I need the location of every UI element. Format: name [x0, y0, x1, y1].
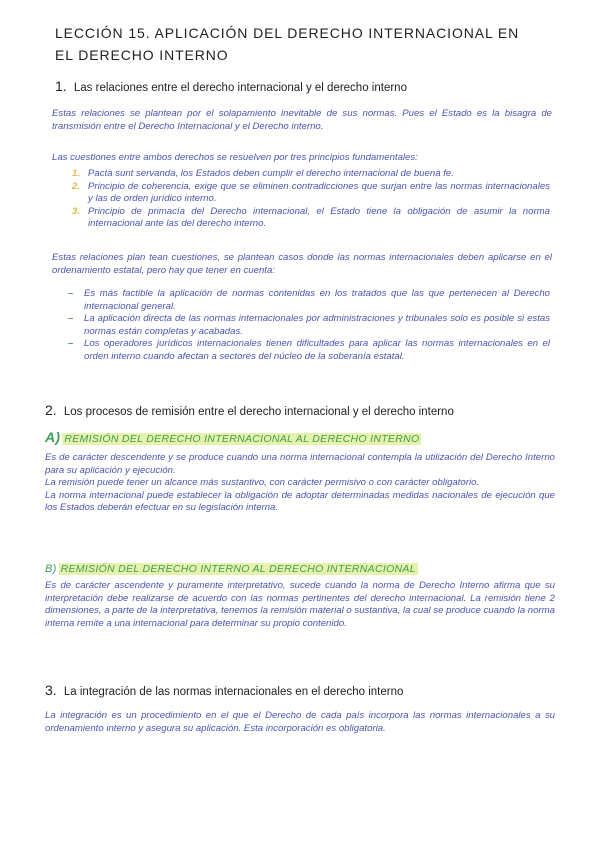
principle-marker: 1. — [72, 168, 81, 179]
section-1-paragraph-2: Las cuestiones entre ambos derechos se resuelven por tres principios fundamentales: — [52, 152, 418, 163]
consideration-item — [68, 338, 550, 363]
section-1-paragraph-3: Estas relaciones plan tean cuestiones, se plantean casos donde las normas internacionales deben aplicarse en el ordenamiento estatal, pero hay que tener en cuenta: — [52, 252, 552, 276]
principle-item — [72, 181, 550, 206]
section-1-heading — [55, 78, 555, 96]
subsection-a-line: La remisión puede tener un alcance más sustantivo, con carácter permisivo o con carácter obligatorio. — [45, 477, 480, 489]
section-2-heading — [45, 402, 555, 420]
principle-item — [72, 206, 550, 231]
page-title: LECCIÓN 15. APLICACIÓN DEL DERECHO INTERNACIONAL EN EL DERECHO INTERNO — [55, 25, 520, 63]
subsection-b-title: REMISIÓN DEL DERECHO INTERNO AL DERECHO INTERNACIONAL — [60, 563, 416, 575]
consideration-text: Los operadores jurídicos internacionales tienen dificultades para aplicar las normas internacionales en el orden interno cuando afectan a sectores del núcleo de la soberanía estatal. — [84, 338, 550, 362]
section-1-paragraph-1: Estas relaciones se plantean por el solapamiento inevitable de sus normas. Pues el Estado es la bisagra de transmisión entre el Derecho Internacional y el Derecho interno. — [52, 108, 552, 132]
subsection-a-title: REMISIÓN DEL DERECHO INTERNACIONAL AL DERECHO INTERNO — [64, 433, 420, 445]
section-2-heading-text: Los procesos de remisión entre el derecho internacional y el derecho interno — [63, 406, 454, 418]
section-3-number: 3. — [45, 682, 57, 698]
subsection-b-label: B) — [45, 563, 57, 575]
subsection-a-heading — [45, 430, 545, 446]
section-1-number: 1. — [55, 78, 67, 94]
principle-text: Pacta sunt servanda, los Estados deben cumplir el derecho internacional de buena fe. — [88, 168, 454, 179]
principle-text: Principio de coherencia, exige que se eliminen contradicciones que surjan entre las normas internacionales y las de orden jurídico interno. — [88, 180, 550, 205]
subsection-b-body: Es de carácter ascendente y puramente interpretativo, sucede cuando la norma de Derecho Interno afirma que su interpretación debe realizarse de acuerdo con las normas pertinentes del derecho internacional. La remisión tiene 2 dimensiones, a parte de la interpretativa, tenemos la remisión material o sustantiva, la cual se produce cuando la norma interna remite a una internacional para determinar su propio contenido. — [45, 580, 555, 629]
consideration-item — [68, 313, 550, 338]
subsection-b-heading — [45, 562, 545, 576]
subsection-a-line: La norma internacional puede establecer la obligación de adoptar determinadas medidas nacionales de ejecución que los Estados deberán efectuar en su legislación interna. — [45, 489, 555, 514]
section-3-body: La integración es un procedimiento en el que el Derecho de cada país incorpora las normas internacionales a su ordenamiento interno y asegura su aplicación. Esta incorporación es obligatoria. — [45, 710, 555, 734]
dash-marker: – — [68, 338, 74, 350]
dash-marker: – — [68, 288, 74, 299]
principle-text: Principio de primacía del Derecho internacional, el Estado tiene la obligación de asumir la norma internacional ante las del derecho interno. — [88, 205, 550, 230]
section-2-number: 2. — [45, 402, 57, 418]
subsection-a-label: A) — [45, 429, 61, 445]
principles-list — [72, 168, 550, 231]
consideration-text: Es más factible la aplicación de normas contenidas en los tratados que las que pertenecen al Derecho internacional general. — [84, 288, 550, 312]
section-3-heading-text: La integración de las normas internacionales en el derecho interno — [63, 686, 404, 698]
principle-item — [72, 168, 550, 181]
principle-marker: 3. — [72, 205, 81, 217]
consideration-text: La aplicación directa de las normas internacionales por administraciones y tribunales solo es posible si estas normas están completas y acabadas. — [84, 313, 550, 337]
section-1-heading-text: Las relaciones entre el derecho internacional y el derecho interno — [73, 82, 407, 94]
subsection-a-line: Es de carácter descendente y se produce cuando una norma internacional contempla la utilización del Derecho Interno para su aplicación y ejecución. — [45, 452, 555, 476]
subsection-a-body — [45, 452, 555, 515]
principle-marker: 2. — [72, 180, 81, 192]
section-3-heading — [45, 682, 555, 700]
considerations-list — [68, 288, 550, 364]
dash-marker: – — [68, 313, 74, 325]
consideration-item — [68, 288, 550, 313]
